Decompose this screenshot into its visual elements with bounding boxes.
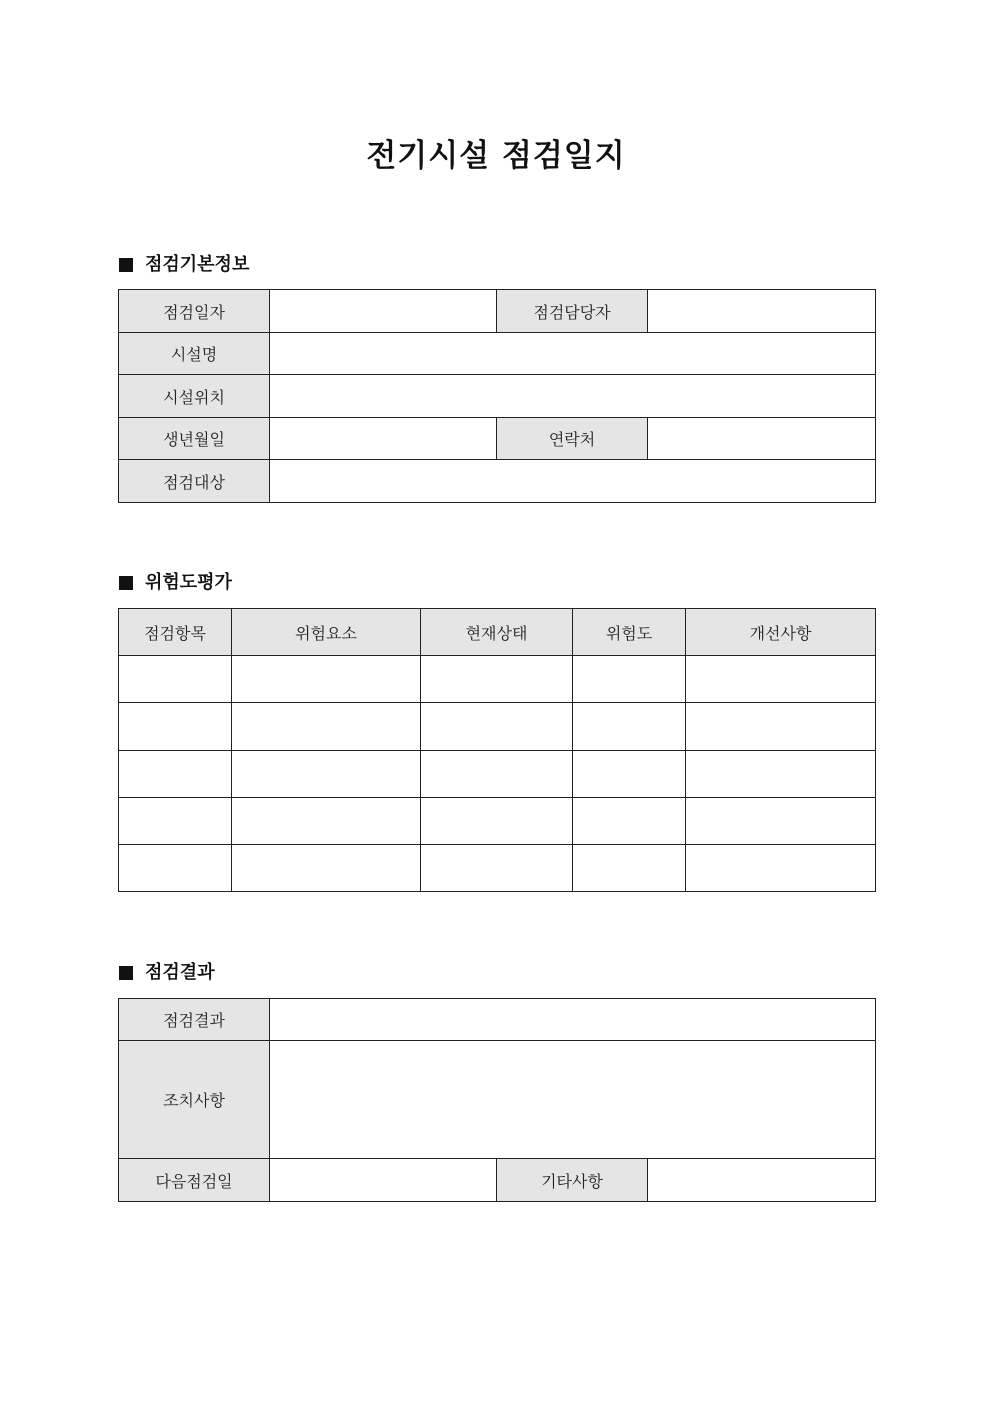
inspection-item-cell[interactable] bbox=[119, 845, 232, 892]
risk-factor-cell[interactable] bbox=[232, 845, 421, 892]
table-row bbox=[119, 798, 876, 845]
inspection-item-cell[interactable] bbox=[119, 798, 232, 845]
risk-factor-cell[interactable] bbox=[232, 703, 421, 751]
improvement-cell[interactable] bbox=[686, 656, 876, 703]
birth-date-label: 생년월일 bbox=[119, 418, 270, 460]
risk-factor-cell[interactable] bbox=[232, 798, 421, 845]
current-status-cell[interactable] bbox=[421, 703, 573, 751]
result-heading-text: 점검결과 bbox=[145, 962, 215, 983]
inspector-label: 점검담당자 bbox=[497, 290, 648, 333]
table-row bbox=[119, 333, 876, 375]
column-header-risk-factor: 위험요소 bbox=[232, 609, 421, 656]
improvement-cell[interactable] bbox=[686, 703, 876, 751]
square-bullet-icon bbox=[119, 258, 133, 272]
facility-location-label: 시설위치 bbox=[119, 375, 270, 418]
table-row bbox=[119, 460, 876, 503]
page-title: 전기시설 점검일지 bbox=[366, 138, 626, 174]
table-row bbox=[119, 703, 876, 751]
facility-location-field[interactable] bbox=[270, 375, 876, 418]
table-row bbox=[119, 656, 876, 703]
inspector-field[interactable] bbox=[648, 290, 876, 333]
inspection-date-field[interactable] bbox=[270, 290, 497, 333]
inspection-date-label: 점검일자 bbox=[119, 290, 270, 333]
result-table bbox=[118, 998, 876, 1202]
inspection-item-cell[interactable] bbox=[119, 751, 232, 798]
inspection-item-cell[interactable] bbox=[119, 703, 232, 751]
risk-level-cell[interactable] bbox=[573, 703, 686, 751]
action-taken-label: 조치사항 bbox=[119, 1041, 270, 1159]
risk-level-cell[interactable] bbox=[573, 751, 686, 798]
birth-date-field[interactable] bbox=[270, 418, 497, 460]
action-taken-field[interactable] bbox=[270, 1041, 876, 1159]
other-notes-label: 기타사항 bbox=[497, 1159, 648, 1202]
table-row bbox=[119, 418, 876, 460]
column-header-risk-level: 위험도 bbox=[573, 609, 686, 656]
column-header-improvement: 개선사항 bbox=[686, 609, 876, 656]
basic-info-heading bbox=[119, 253, 249, 277]
inspection-target-field[interactable] bbox=[270, 460, 876, 503]
square-bullet-icon bbox=[119, 576, 133, 590]
risk-factor-cell[interactable] bbox=[232, 751, 421, 798]
risk-level-cell[interactable] bbox=[573, 845, 686, 892]
risk-assessment-heading bbox=[119, 571, 232, 595]
inspection-item-cell[interactable] bbox=[119, 656, 232, 703]
current-status-cell[interactable] bbox=[421, 751, 573, 798]
table-row bbox=[119, 999, 876, 1041]
risk-level-cell[interactable] bbox=[573, 798, 686, 845]
table-row bbox=[119, 751, 876, 798]
inspection-result-field[interactable] bbox=[270, 999, 876, 1041]
risk-assessment-heading-text: 위험도평가 bbox=[145, 572, 232, 593]
current-status-cell[interactable] bbox=[421, 845, 573, 892]
column-header-inspection-item: 점검항목 bbox=[119, 609, 232, 656]
next-inspection-date-field[interactable] bbox=[270, 1159, 497, 1202]
basic-info-heading-text: 점검기본정보 bbox=[145, 254, 250, 275]
next-inspection-date-label: 다음점검일 bbox=[119, 1159, 270, 1202]
facility-name-label: 시설명 bbox=[119, 333, 270, 375]
current-status-cell[interactable] bbox=[421, 798, 573, 845]
table-row bbox=[119, 1159, 876, 1202]
table-row bbox=[119, 845, 876, 892]
basic-info-table bbox=[118, 289, 876, 503]
risk-level-cell[interactable] bbox=[573, 656, 686, 703]
inspection-result-label: 점검결과 bbox=[119, 999, 270, 1041]
risk-assessment-table bbox=[118, 608, 876, 892]
other-notes-field[interactable] bbox=[648, 1159, 876, 1202]
table-row bbox=[119, 290, 876, 333]
facility-name-field[interactable] bbox=[270, 333, 876, 375]
improvement-cell[interactable] bbox=[686, 845, 876, 892]
contact-label: 연락처 bbox=[497, 418, 648, 460]
result-heading bbox=[119, 961, 215, 985]
risk-factor-cell[interactable] bbox=[232, 656, 421, 703]
square-bullet-icon bbox=[119, 966, 133, 980]
improvement-cell[interactable] bbox=[686, 751, 876, 798]
table-header-row bbox=[119, 609, 876, 656]
table-row bbox=[119, 1041, 876, 1159]
column-header-current-status: 현재상태 bbox=[421, 609, 573, 656]
improvement-cell[interactable] bbox=[686, 798, 876, 845]
inspection-target-label: 점검대상 bbox=[119, 460, 270, 503]
contact-field[interactable] bbox=[648, 418, 876, 460]
table-row bbox=[119, 375, 876, 418]
current-status-cell[interactable] bbox=[421, 656, 573, 703]
